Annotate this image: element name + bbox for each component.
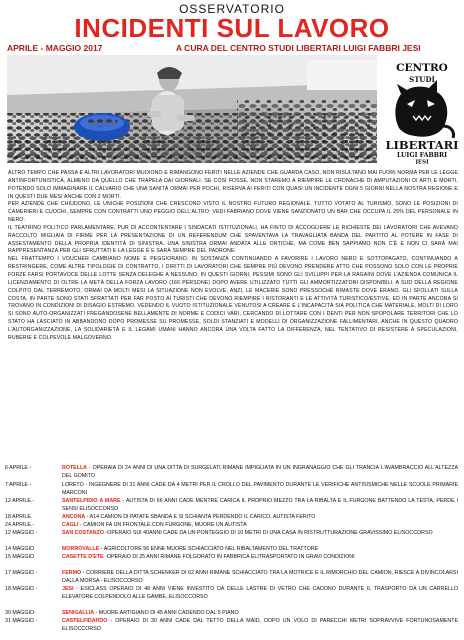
incident-date: 6 APRILE - [5, 465, 32, 471]
incident-date: 18 MAGGIO - [5, 586, 38, 592]
photo-illustration [7, 55, 377, 163]
incident-place: CASETTE D'ETE [62, 554, 104, 560]
logo-big-line: LIBERTARI [385, 138, 459, 152]
black-cat-icon [395, 80, 453, 138]
incident-place: SAN COSTANZO [62, 530, 104, 536]
incident-text: - OPERAIA DI 24 ANNI DI UNA DITTA DI SURGELATI RIMANE IMPIGLIATA IN UN INGRANAGGIO CHE GLI TRANCIA L'AVAMBRACCIO ALL'ALTEZZA DEL GOMITO [62, 465, 458, 479]
incident-text: -OPERAIO SUI 40ANNI CADE DA UN PONTEGGIO DI 10 METRI DI UNA CASA IN RISTRUTTURAZIONE GRAVISSIMO ELISOCCORSO [103, 530, 433, 536]
incident-place: ROTELLA [62, 465, 88, 471]
incident-text: - OPERAIO DI 30 ANNI CADE DAL TETTO DELLA MAID, DOPO UN VOLO DI PARECCHI METRI SOPRAVVIVE FORTUNOSAMENTE ELISOCCORSO [62, 618, 458, 632]
incident-date: 14 MAGGIO [5, 546, 35, 552]
body-paragraph: ALTRO TEMPO CHE PASSA E ALTRI LAVORATORI MUOIONO E RIMANGONO FERITI NELLE AZIENDE CHE GUARDA CASO, NON RISULTANO MAI FUORI NORMA PER LE LEGGE ANTINFORTUNISTICA, ALMENO DA QUELLO CHE TRAPELA DAI GIORNALI. SE COSÌ FOSSE, NON STAREMO A RIEMPIRE LE CRONACHE DI AMPUTAZIONI DI ARTI E MORTI, POTENDO SOLO IMMAGINARE IL CALVARIO CHE UNA SANITÀ ORMAI PER POCHI, RISERVA AI FERITI CON QUASI UN INCIDENTE OGNI 5 GIORNI NELLA NOSTRA REGIONE E IN QUESTI DUE MESI ANCHE CON 2 MORTI. [8, 170, 458, 200]
incident-place: CASTELFIDARDO [62, 618, 108, 624]
logo-name-line: LUIGI FABBRI [397, 152, 447, 159]
logo-small-line: STUDI [409, 75, 435, 84]
body-paragraph: PER AZIENDE CHE CHIUDONO, LE UNICHE POSIZIONI CHE CRESCONO VISTO IL NOSTRO FUTURO REGIONALE, TUTTO VOTATO AL TURISMO, SONO LE POSIZIONI DI CAMERIERI E CUOCHI, SEMPRE CON CONTRATTI UNO PEGGIO DELL'ALTRO: VEDI FABRIANO DOVE VIENE SANZIONATO UN BAR CHE OCCUPA IL 25% DEL PERSONALE IN NERO. [8, 201, 458, 224]
incident-text: - CORRIERE DELLA DITTA SCHENKER DI 62 ANNI RIMANE SCHIACCIATO TRA LA MOTRICE E IL RIMORCHIO DEL CAMION, RIESCE A DIVINCOLARSI DALLA MORSA - ELISOCCORSO [62, 570, 458, 584]
body-paragraph: IL TEATRINO POLITICO PARLAMENTARE, PUR DI ACCONTENTARE I SINDACATI ISTITUZIONALI, HA FINTO DI ACCOGLIERE LE RICHIESTE DEI LAVORATORI CHE AVEVANO RACCOLTO MIGLIAIA DI FIRME PER LA PRESENTAZIONE DI UN REFERENDUM CHE SPAVENTAVA LA TRAVAGLIATA BANDA DEL PARTITO AL POTERE IN FASE DI ASSESTAMENTO DELLA PROPRIA IDENTITÀ DI SINISTRA. UNA SINISTRA ORMAI ANDATA ALLE ORTICHE, MA COME BEN SAPPIAMO NON C'È E NON CI SARÀ MAI RAPPRESENTANZA PER GLI SFRUTTATI E LA LEGGE È E SARÀ SEMPRE DEL PADRONE. [8, 224, 458, 255]
incident-text: - ESICLASS OPERAIO DI 48 ANNI VIENE INVESTITO DA DELLE LASTRE DI VETRO CHE CADONO DURANTE IL TRASPORTO DA UN CARRELLO ELEVATORE COLPENDOLO ALLE GAMBE, ELISOCCORSO [62, 586, 458, 600]
centro-studi-logo [385, 60, 459, 164]
incident-text: - AGRICOLTORE 56 ENNE MUORE SCHIACCIATO NEL RIBALTAMENTO DEL TRATTORE [99, 546, 319, 552]
incident-date: 12 MAGGIO - [5, 530, 38, 536]
header-photo [7, 55, 377, 163]
incident-text: -OPERAIO DI 25 ANNI RIMANE FOLGORATO IN FABBRICA ELITRASPORTATO IN GRAVI CONDIZIONI [103, 554, 355, 560]
incident-text: - CAMION FA UN FRONTALE CON FURGONE, MUORE UN AUTISTA [78, 522, 247, 528]
incident-date: 7 APRILE - [5, 482, 32, 488]
incident-date: 31 MAGGIO - [5, 618, 38, 624]
incident-place: FERMO [62, 570, 82, 576]
incident-text: - MUORE ARTIGIANO DI 45 ANNI CADENDO DAL 5 PIANO [94, 610, 239, 616]
article-body [8, 170, 458, 343]
incident-date: 15 MAGGIO [5, 554, 35, 560]
logo-graphic [385, 60, 459, 164]
logo-top-line: CENTRO [396, 62, 448, 74]
incident-text: - AUTISTA DI 66 ANNI CADE MENTRE CARICA IL PROPRIO MEZZO TRA LA RIBALTA E IL FURGONE BATTENDO LA TESTA, PERDE I SENSI ELISOCCORSO [62, 498, 458, 512]
incident-date: 24 APRILE - [5, 522, 35, 528]
incident-place: ANCONA [62, 514, 86, 520]
incident-date: 18 APRILE [5, 514, 31, 520]
incident-date: 17 MAGGIO - [5, 570, 38, 576]
incident-place: CAGLI [62, 522, 79, 528]
curated-by-label: A CURA DEL CENTRO STUDI LIBERTARI LUIGI FABBRI JESI [176, 43, 421, 53]
body-paragraph: NEL FRATTEMPO I VOUCHER CAMBIANO NOME E PEGGIORANO, IN SOSTANZA CONTINUANDO A FAVORIRE I LAVORO NERO E SOTTOPAGATO, CONTINUANDO A RESTRINGERE, COME ALTRE TIPOLOGIE DI CONTRATTO, I DIRITTI DI LAVORATORI CHE SEMPRE PIÙ DEVONO PRENDERE ATTO CHE POSSONO SOLO CON LE PROPRIE FORZE FARSI PORTAVOCE DELLE LOTTE SENZA DELEGHE A NESSUNO. IN QUESTI GIORNI, PESSIMI SONO GLI SVILUPPI PER LA RAGAINI DOVE L'AZIENDA COMUNICA IL LICENZIAMENTO DI OLTRE LA METÀ DELLA FORZA LAVORO (166 PERSONE) DOPO AVERE UTILIZZATO TUTTI GLI AMMORTIZZATORI DISPONIBILI. A SUD DELLA REGIONE COLPITO DAL TERREMOTO, ORMAI DA MOLTI MESI LA SITUAZIONE NON EVOLVE, ANZI, LE MACERIE SONO PRESSOCHÉ RIMASTE DOVE ERANO. GLI SFOLLATI SULLA COSTA, IN PARTE SONO STATI SFRATTATI PER FAR POSTO AI TURISTI CHE DEVONO RIEMPIRE I RISTORANTI E LE ATTIVITÀ TURISTICO/ESTIVE, ED IN PARTE ANCORA SI TROVANO IN CONDIZIONI DI DISAGIO ESTREMO. VEDENDO IL VUOTO ISTITUZIONALE VENUTOSI A CREARE E L'INCAPACITÀ SIA POLITICA CHE MATERIALE, MOLTI DI LORO SI SONO AUTO-ORGANIZZATI FREGANDOSENE BELLAMENTE DI NORME E CODICI VARI, CERCANDO DI LOTTARE CON I DENTI PER NON SPOPOLARE TERRITORI CHE LO STATO HA LASCIATO IN ABBANDONO DOPO PROMESSE SU PROMESSE, SOLDI STANZIATI E MODELLI DI ORGANIZZAZIONE FALLIMENTARI. ANCHE IN QUESTO QUADRO L'AUTORGANIZZAZIONE, LA SOLIDARIETÀ E IL LEGAMI UMANI HANNO ANCORA UNA VOLTA FATTO LA DIFFERENZA, NEL TENTATIVO DI RESISTERE A SPECULAZIONI, RUBERIE E COLPEVOLE MALGOVERNO. [8, 256, 458, 341]
kicker: OSSERVATORIO [179, 2, 285, 16]
incident-place: SANTELPIDIO A MARE [62, 498, 121, 504]
incident-place: SENIGALLIA [62, 610, 95, 616]
incident-date: 30 MAGGIO- [5, 610, 36, 616]
incident-text: LORETO - INGEGNERE DI 31 ANNI CADE DA 4 METRI PER IL CROLLO DEL PAVIMENTO DURANTE LE VERIFICHE ANTISISMICHE NELLE SCUOLE PRIMARIE MARCONI [62, 482, 458, 496]
logo-city-line: JESI [415, 159, 429, 164]
page-title: INCIDENTI SUL LAVORO [74, 13, 390, 43]
incident-text: - A14 CAMION DI PATATE SBANDA E SI SCHIANTA PERDENDO IL CARICO, AUTISTA FERITO [85, 514, 316, 520]
incident-place: MORROVALLE [62, 546, 100, 552]
incident-date: 12 APRILE - [5, 498, 35, 504]
period-label: APRILE - MAGGIO 2017 [7, 43, 103, 53]
incident-place: JESI [62, 586, 74, 592]
